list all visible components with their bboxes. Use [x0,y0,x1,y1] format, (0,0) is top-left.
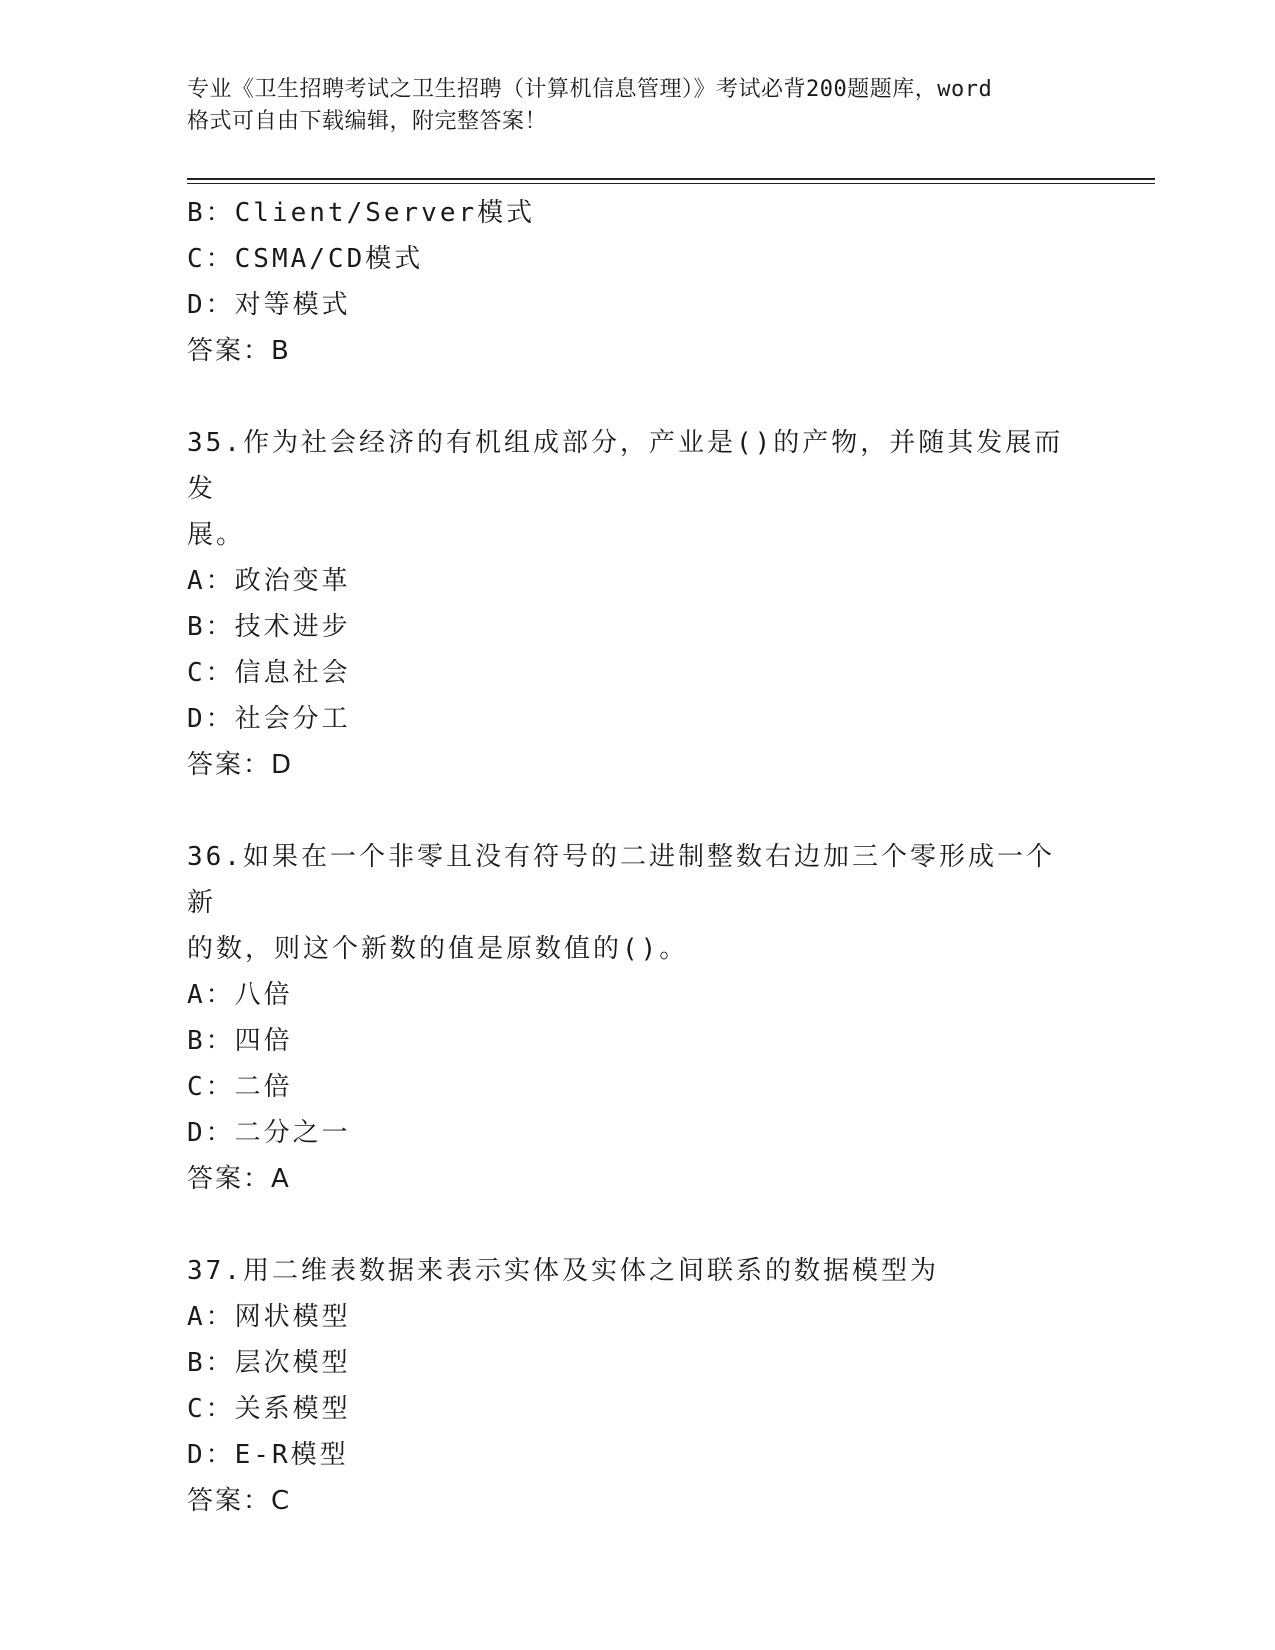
answer: 答案：B [187,336,291,366]
question-text [187,420,1067,558]
answer: 答案：D [187,750,294,780]
option-b: B：技术进步 [187,612,351,642]
question-34-tail [187,190,1087,374]
option-b: B：四倍 [187,1026,293,1056]
question-text-line-2: 展。 [187,520,246,550]
question-list [187,190,1087,1524]
option-d: D：E-R模型 [187,1440,349,1470]
question-text [187,1248,1067,1294]
option-c: C：二倍 [187,1072,293,1102]
question-37 [187,1248,1087,1524]
answer: 答案：C [187,1486,292,1516]
header-line-2: 格式可自由下载编辑，附完整答案！ [187,109,548,134]
option-d: D：对等模式 [187,290,351,320]
question-text-line-1: 37.用二维表数据来表示实体及实体之间联系的数据模型为 [187,1256,939,1286]
header-divider-thin [187,183,1155,184]
option-c: C：信息社会 [187,658,351,688]
option-a: A：八倍 [187,980,293,1010]
answer: 答案：A [187,1164,291,1194]
option-b: B：层次模型 [187,1348,351,1378]
question-text-line-2: 的数，则这个新数的值是原数值的()。 [187,934,689,964]
document-header [187,74,1087,138]
question-36 [187,834,1087,1202]
question-text-line-1: 36.如果在一个非零且没有符号的二进制整数右边加三个零形成一个新 [187,842,1055,918]
option-c: C：CSMA/CD模式 [187,244,424,274]
option-a: A：政治变革 [187,566,351,596]
option-d: D：社会分工 [187,704,351,734]
option-c: C：关系模型 [187,1394,351,1424]
option-b: B：Client/Server模式 [187,198,536,228]
question-text-line-1: 35.作为社会经济的有机组成部分，产业是()的产物，并随其发展而发 [187,428,1064,504]
header-line-1: 专业《卫生招聘考试之卫生招聘（计算机信息管理）》考试必背200题题库，word [187,77,993,102]
option-d: D：二分之一 [187,1118,351,1148]
header-divider [187,178,1155,180]
question-text [187,834,1067,972]
option-a: A：网状模型 [187,1302,351,1332]
question-35 [187,420,1087,788]
